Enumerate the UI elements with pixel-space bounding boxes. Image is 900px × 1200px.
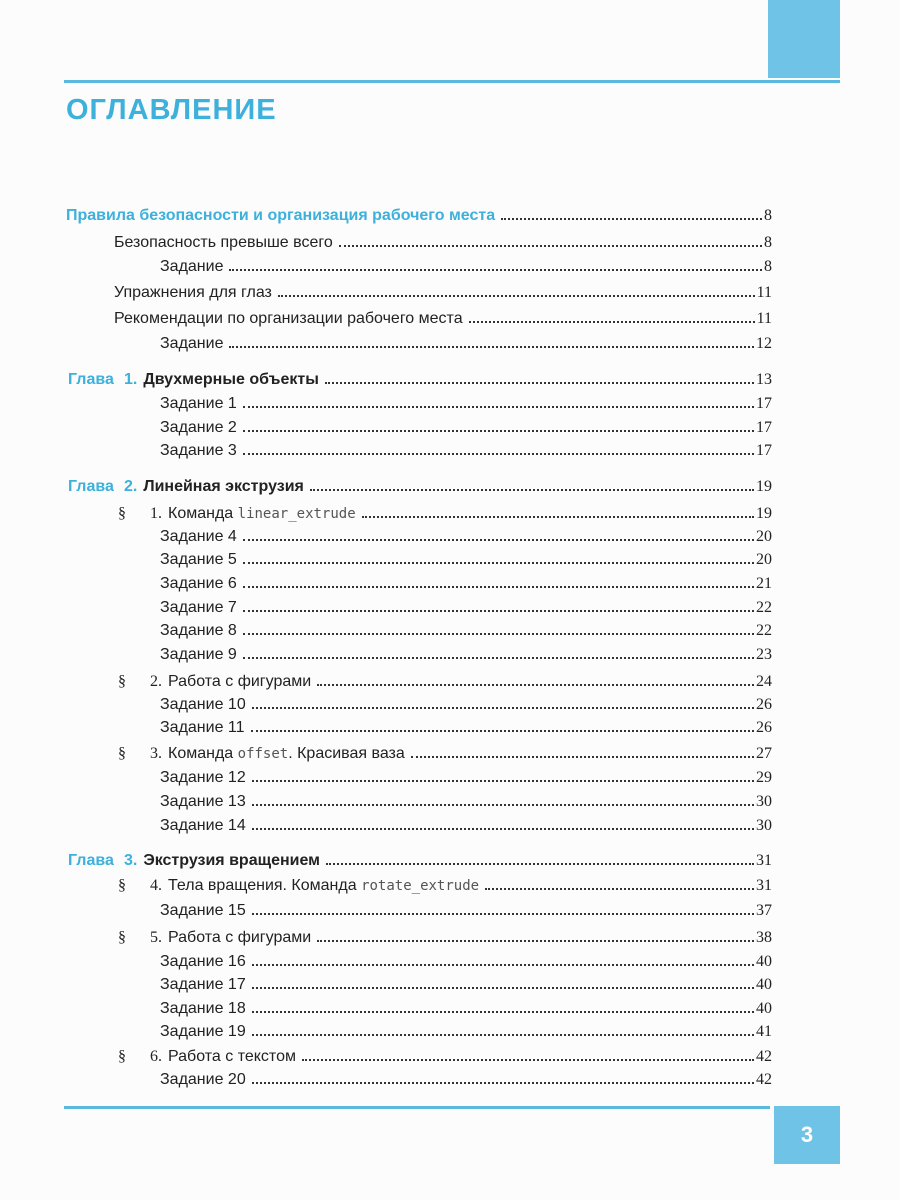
toc-entry-label: Задание 14 [160,817,246,834]
toc-entry-label: Задание 2 [160,419,237,436]
toc-page-number: 8 [764,258,772,275]
leader-dots [317,684,754,686]
toc-page-number: 30 [756,793,772,810]
toc-entry[interactable] [114,310,772,332]
section-number: 4. [150,877,162,894]
toc-entry-task[interactable] [160,442,772,464]
toc-page-number: 26 [756,719,772,736]
leader-dots [252,987,754,989]
top-rule [64,80,840,83]
leader-dots [243,586,754,588]
toc-page-number: 40 [756,976,772,993]
toc-page-number: 21 [756,575,772,592]
leader-dots [469,321,755,323]
toc-entry-label: Задание 20 [160,1071,246,1088]
leader-dots [252,780,754,782]
toc-entry-label: Задание 17 [160,976,246,993]
chapter-title: Экструзия вращением [143,852,321,869]
toc-entry-task[interactable] [160,646,772,668]
toc-section-6[interactable] [118,1048,772,1070]
toc-entry-task[interactable] [160,395,772,417]
toc-entry-task[interactable] [160,599,772,621]
leader-dots [252,804,754,806]
toc-section-1[interactable] [118,505,772,527]
toc-entry-label: Задание 3 [160,442,237,459]
leader-dots [310,489,754,491]
leader-dots [243,430,754,432]
toc-entry-label: Задание 11 [160,719,245,736]
toc-page-number: 19 [756,478,772,495]
toc-page-number: 8 [764,234,772,251]
section-sign: § [118,929,126,946]
toc-entry-label: Задание 15 [160,902,246,919]
toc-chapter-1[interactable] [68,371,772,393]
section-number: 2. [150,673,162,690]
bottom-rule [64,1106,770,1109]
toc-entry-task[interactable] [160,622,772,644]
toc-section-5[interactable] [118,929,772,951]
toc-entry-task[interactable] [160,953,772,975]
section-title: Работа с фигурами [168,673,312,690]
toc-entry-label: Задание 9 [160,646,237,663]
toc-page-number: 8 [764,207,772,224]
toc-chapter-3[interactable] [68,852,772,874]
section-title: Команда [168,505,238,522]
chapter-title: Двухмерные объекты [143,371,319,388]
toc-page-number: 27 [756,745,772,762]
toc-page-number: 42 [756,1048,772,1065]
toc-section-4[interactable] [118,877,772,899]
toc-entry-task[interactable] [160,575,772,597]
section-sign: § [118,745,126,762]
toc-page-number: 24 [756,673,772,690]
leader-dots [252,828,754,830]
toc-entry-label: Задание 10 [160,696,246,713]
leader-dots [251,730,754,732]
chapter-word: Глава [68,478,114,495]
toc-page-number: 20 [756,528,772,545]
leader-dots [252,964,754,966]
section-title: Тела вращения. Команда [168,877,362,894]
leader-dots [411,756,754,758]
section-sign: § [118,505,126,522]
leader-dots [229,346,754,348]
toc-entry[interactable] [114,284,772,306]
leader-dots [243,539,754,541]
toc-entry[interactable] [114,234,772,256]
leader-dots [243,453,754,455]
leader-dots [252,913,754,915]
toc-page-number: 40 [756,1000,772,1017]
toc-page-number: 40 [756,953,772,970]
leader-dots [252,707,754,709]
toc-page-number: 31 [756,852,772,869]
leader-dots [278,295,755,297]
leader-dots [243,657,754,659]
code-term: linear_extrude [237,506,356,522]
toc-entry-task[interactable] [160,793,772,815]
toc-entry-label: Задание [160,335,224,352]
chapter-number: 1. [124,371,138,388]
toc-entry-label: Задание 6 [160,575,237,592]
toc-page-number: 30 [756,817,772,834]
leader-dots [325,382,754,384]
section-number: 5. [150,929,162,946]
toc-entry-task[interactable] [160,769,772,791]
toc-entry-label: Задание 18 [160,1000,246,1017]
toc-entry-label: Задание 13 [160,793,246,810]
leader-dots [326,863,754,865]
toc-entry-task[interactable] [160,1023,772,1045]
top-corner-tab [768,0,840,78]
toc-page-number: 17 [756,419,772,436]
toc-section-3[interactable] [118,745,772,767]
toc-entry-task[interactable] [160,528,772,550]
leader-dots [362,516,754,518]
toc-page-number: 13 [756,371,772,388]
toc-page-number: 41 [756,1023,772,1040]
toc-entry-label: Задание 5 [160,551,237,568]
toc-entry-task[interactable] [160,976,772,998]
chapter-title: Линейная экструзия [143,478,304,495]
toc-page-number: 38 [756,929,772,946]
page-number-tab: 3 [774,1106,840,1164]
toc-entry-label: Задание 12 [160,769,246,786]
toc-entry-label: Задание 7 [160,599,237,616]
toc-entry-task[interactable] [160,902,772,924]
toc-page-number: 12 [756,335,772,352]
chapter-word: Глава [68,371,114,388]
leader-dots [229,269,762,271]
toc-entry-task[interactable] [160,817,772,839]
toc-entry-task[interactable] [160,551,772,573]
toc-section-2[interactable] [118,673,772,695]
leader-dots [252,1011,754,1013]
toc-entry-label: Задание [160,258,224,275]
section-sign: § [118,1048,126,1065]
leader-dots [339,245,762,247]
chapter-number: 2. [124,478,138,495]
toc-entry-safety[interactable] [66,207,772,229]
leader-dots [501,218,762,220]
chapter-word: Глава [68,852,114,869]
toc-entry-label: Задание 19 [160,1023,246,1040]
leader-dots [302,1059,754,1061]
leader-dots [243,406,754,408]
toc-page-number: 42 [756,1071,772,1088]
toc-page-number: 11 [756,284,772,301]
section-title: Работа с фигурами [168,929,312,946]
toc-entry-label: Задание 1 [160,395,237,412]
section-sign: § [118,673,126,690]
toc-page-number: 29 [756,769,772,786]
leader-dots [252,1082,754,1084]
toc-entry-task[interactable] [160,1000,772,1022]
code-term: rotate_extrude [361,878,480,894]
section-number: 3. [150,745,162,762]
toc-entry-label: Безопасность превыше всего [114,234,333,251]
toc-entry-label: Задание 8 [160,622,237,639]
toc-chapter-2[interactable] [68,478,772,500]
toc-page-number: 19 [756,505,772,522]
section-number: 6. [150,1048,162,1065]
section-number: 1. [150,505,162,522]
section-title-continued: . Красивая ваза [288,745,405,762]
chapter-number: 3. [124,852,138,869]
toc-page-number: 17 [756,395,772,412]
toc-page-number: 22 [756,599,772,616]
section-title: Команда [168,745,238,762]
toc-entry-task[interactable] [160,335,772,357]
toc-entry-task[interactable] [160,719,772,741]
toc-page-number: 17 [756,442,772,459]
toc-entry-task[interactable] [160,696,772,718]
toc-entry-task[interactable] [160,1071,772,1093]
toc-page-number: 37 [756,902,772,919]
toc-page-number: 23 [756,646,772,663]
toc-entry-label: Правила безопасности и организация рабочего места [66,207,496,224]
code-term: offset [237,746,289,762]
toc-page-number: 26 [756,696,772,713]
toc-entry-task[interactable] [160,258,772,280]
leader-dots [485,888,754,890]
toc-entry-label: Задание 4 [160,528,237,545]
toc-entry-task[interactable] [160,419,772,441]
toc-page-number: 11 [756,310,772,327]
section-title: Работа с текстом [168,1048,296,1065]
leader-dots [243,562,754,564]
toc-page-number: 31 [756,877,772,894]
leader-dots [317,940,754,942]
page-title: ОГЛАВЛЕНИЕ [66,94,277,126]
toc-page-number: 22 [756,622,772,639]
leader-dots [243,633,754,635]
toc-entry-label: Задание 16 [160,953,246,970]
toc-entry-label: Рекомендации по организации рабочего места [114,310,463,327]
toc-entry-label: Упражнения для глаз [114,284,272,301]
leader-dots [252,1034,754,1036]
leader-dots [243,610,754,612]
toc-page-number: 20 [756,551,772,568]
section-sign: § [118,877,126,894]
